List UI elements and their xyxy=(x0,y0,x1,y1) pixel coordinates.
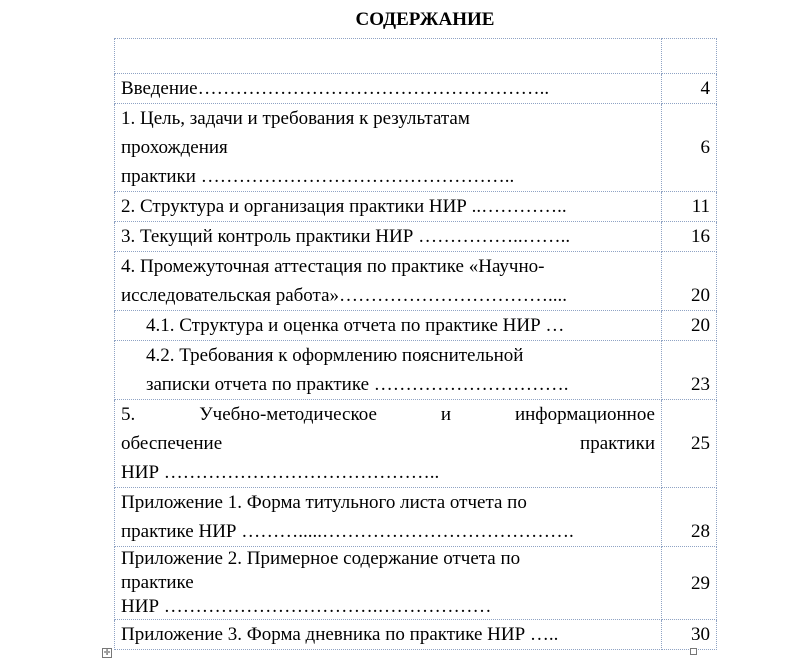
table-row xyxy=(115,192,717,222)
toc-entry-line: Приложение 2. Примерное содержание отчета по xyxy=(121,548,521,569)
toc-page-number: 25 xyxy=(662,400,717,488)
table-row xyxy=(115,252,717,311)
table-resize-handle-icon[interactable] xyxy=(690,648,697,655)
toc-entry-4-2 xyxy=(115,341,662,400)
table-row xyxy=(115,104,717,192)
toc-page-number: 29 xyxy=(662,547,717,620)
toc-page-number: 16 xyxy=(662,222,717,252)
toc-entry-appendix-1 xyxy=(115,488,662,547)
toc-entry-line: Приложение 1. Форма титульного листа отчета по xyxy=(121,492,527,513)
toc-entry-5 xyxy=(115,400,662,488)
toc-page-number: 23 xyxy=(662,341,717,400)
toc-entry-line: обеспечение практики xyxy=(121,433,655,454)
toc-page-number: 4 xyxy=(662,74,717,104)
toc-entry-4-1: 4.1. Структура и оценка отчета по практике НИР … xyxy=(115,311,662,341)
toc-page-number: 20 xyxy=(662,311,717,341)
table-row xyxy=(115,547,717,620)
toc-page-number: 11 xyxy=(662,192,717,222)
toc-entry-line: исследовательская работа»…………………………….... xyxy=(121,285,568,306)
toc-entry-line: НИР …………………………….……………… xyxy=(121,596,492,617)
toc-entry-line: практике xyxy=(121,572,194,593)
table-move-handle-icon[interactable]: ✛ xyxy=(103,648,111,657)
table-row xyxy=(115,488,717,547)
toc-table xyxy=(114,38,717,650)
toc-page-number: 30 xyxy=(662,620,717,650)
table-row xyxy=(115,400,717,488)
toc-entry-appendix-3: Приложение 3. Форма дневника по практике НИР ….. xyxy=(115,620,662,650)
toc-page-number: 6 xyxy=(662,104,717,192)
toc-page-number: 20 xyxy=(662,252,717,311)
toc-title: СОДЕРЖАНИЕ xyxy=(355,9,495,30)
toc-entry-line: практики ………………………………………….. xyxy=(121,166,515,187)
table-row xyxy=(115,341,717,400)
table-row xyxy=(115,620,717,650)
table-row xyxy=(115,39,717,74)
toc-entry-line: 5. Учебно-методическое и информационное xyxy=(121,404,655,425)
toc-entry-line: прохождения xyxy=(121,137,228,158)
toc-entry-3: 3. Текущий контроль практики НИР ……………..…….. xyxy=(115,222,662,252)
toc-entry-4 xyxy=(115,252,662,311)
toc-entry-line: 1. Цель, задачи и требования к результатам xyxy=(121,108,470,129)
toc-entry-line: НИР …………………………………….. xyxy=(121,462,440,483)
toc-empty-cell xyxy=(115,39,662,74)
toc-entry-line: записки отчета по практике …………………………. xyxy=(146,374,569,395)
table-row xyxy=(115,222,717,252)
table-row xyxy=(115,311,717,341)
toc-entry-line: 4.2. Требования к оформлению пояснительной xyxy=(146,345,524,366)
toc-entry-2: 2. Структура и организация практики НИР ..………….. xyxy=(115,192,662,222)
toc-entry-1 xyxy=(115,104,662,192)
toc-entry-introduction: Введение……………………………………………….. xyxy=(115,74,662,104)
toc-empty-cell xyxy=(662,39,717,74)
toc-entry-line: практике НИР ……….....…………………………………. xyxy=(121,521,574,542)
table-row xyxy=(115,74,717,104)
toc-entry-appendix-2 xyxy=(115,547,662,620)
toc-entry-line: 4. Промежуточная аттестация по практике «Научно- xyxy=(121,256,545,277)
toc-page-number: 28 xyxy=(662,488,717,547)
